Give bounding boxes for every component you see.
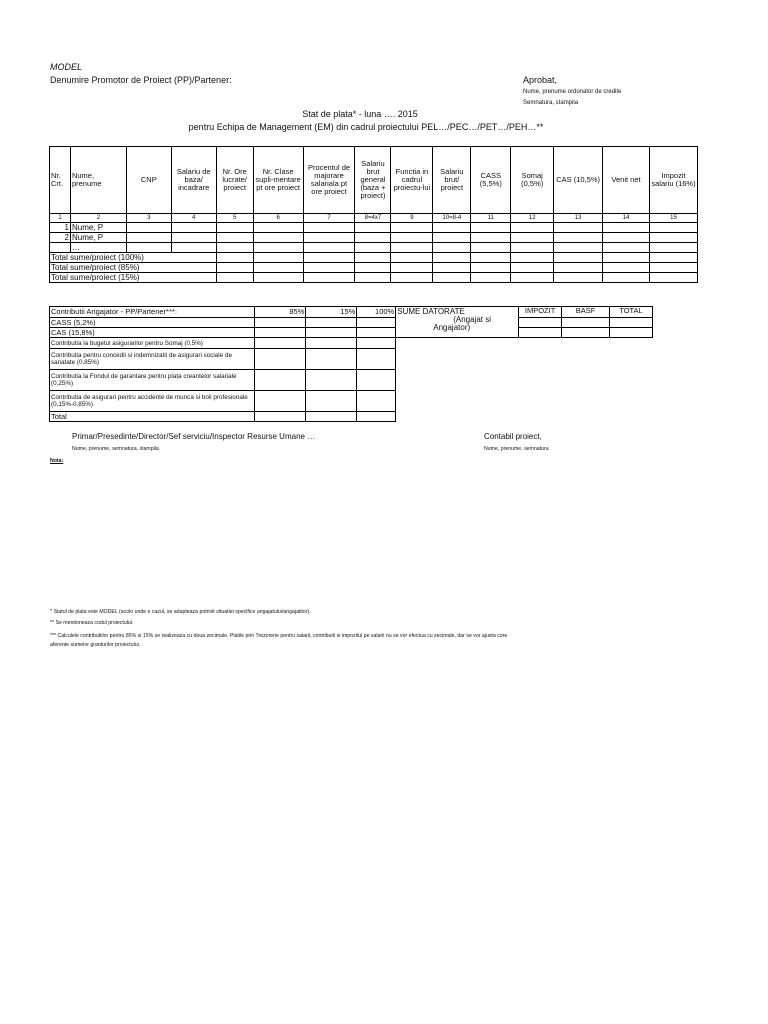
col-number: 12 [511, 214, 554, 223]
approver-sign-label: Semnatura, stampila [523, 100, 579, 106]
col-header-nr: Nr. Crt. [50, 147, 71, 214]
signature-right-sub: Nume, prenume, semnatura [484, 446, 549, 452]
pct-15: 15% [306, 307, 357, 318]
total-header: TOTAL [610, 307, 653, 318]
footnote-2: ** Se mentioneaza codul proiectului. [50, 620, 134, 626]
pct-100: 100% [357, 307, 396, 318]
contrib-label: Contributia la Fondul de garantare pentru plata creantelor salariale (0,25%) [50, 370, 255, 391]
contrib-label: Contributia la bugetul asigurarilor pentru Somaj (0,5%) [50, 338, 255, 349]
contrib-label: CAS (15,8%) [50, 328, 255, 338]
col-number: 7 [303, 214, 355, 223]
total-row [50, 273, 698, 283]
promoter-label: Denumire Promotor de Proiect (PP)/Partener: [50, 75, 232, 85]
employee-name: Nume, P [70, 223, 126, 233]
total-row [50, 263, 698, 273]
col-number: 4 [171, 214, 216, 223]
col-number: 10=8-4 [433, 214, 471, 223]
row-number: 1 [50, 223, 71, 233]
col-number: 6 [253, 214, 303, 223]
sume-datorate-line2: (Angajat si [453, 315, 492, 324]
table-row [50, 233, 698, 243]
col-header-hours: Nr. Ore lucrate/ proiect [216, 147, 253, 214]
footnote-3: *** Calculele contributiilor pentru 85% si 15% se realizeaza cu doua zecimale. Platile prin Trezorerie pentru salarii, contributii si impozitul pe salarii nu se vor efectua cu zecimale, dar se vor ajusta core [50, 633, 508, 639]
row-number: 2 [50, 233, 71, 243]
basf-header: BASF [562, 307, 610, 318]
table-row [50, 391, 653, 412]
col-number: 11 [471, 214, 511, 223]
sume-datorate-line3: Angajator) [433, 323, 471, 332]
total-label: Total sume/proiect (100%) [50, 253, 217, 263]
col-header-base-salary: Salariu de baza/ incadrare [171, 147, 216, 214]
sume-datorate-label: SUME DATORATE [397, 307, 465, 316]
row-number [50, 243, 71, 253]
col-number: 9 [391, 214, 433, 223]
employee-name: … [70, 243, 126, 253]
footnote-1: * Statul de plata este MODEL (acolo unde e cazul, se adapteaza potrivit situatiei specifice angajatului/angajatilor). [50, 609, 311, 615]
table-row [50, 328, 653, 338]
table-row [50, 243, 698, 253]
col-header-cass: CASS (5,5%) [471, 147, 511, 214]
sume-datorate-cell [396, 307, 519, 338]
col-number: 1 [50, 214, 71, 223]
column-number-row [50, 214, 698, 223]
col-header-net: Venit net [603, 147, 650, 214]
total-row [50, 253, 698, 263]
model-label: MODEL [50, 62, 83, 72]
col-header-tax: Impozit salariu (16%) [649, 147, 697, 214]
col-header-somaj: Somaj (0,5%) [511, 147, 554, 214]
employee-name: Nume, P [70, 233, 126, 243]
col-header-function: Functia in cadrul proiectu-lui [391, 147, 433, 214]
pct-85: 85% [254, 307, 306, 318]
impozit-header: IMPOZIT [519, 307, 562, 318]
approved-label: Aprobat, [523, 75, 558, 85]
contrib-label: CASS (5,2%) [50, 318, 255, 328]
table-row [50, 338, 653, 349]
signature-left-title: Primar/Presedinte/Director/Sef serviciu/Inspector Resurse Umane … [72, 432, 316, 441]
col-header-extra-classes: Nr. Clase supli-mentare pt ore proiect [253, 147, 303, 214]
payroll-table [49, 146, 698, 283]
table-row [50, 370, 653, 391]
contrib-total-label: Total [50, 412, 255, 422]
contrib-label: Contributia de asigurari pentru accidente de munca si boli profesionale (0,15%-0,85%) [50, 391, 255, 412]
table-row [50, 412, 653, 422]
col-header-cnp: CNP [126, 147, 171, 214]
contrib-header: Contributii Angajator - PP/Partener***: [50, 307, 255, 318]
contrib-label: Contributia pentru concedii si indemnizatii de asigurari sociale de sanatate (0,85%) [50, 349, 255, 370]
col-number: 15 [649, 214, 697, 223]
col-number: 13 [554, 214, 603, 223]
total-label: Total sume/proiect (15%) [50, 273, 217, 283]
col-header-increase-pct: Procentul de majorare salariala pt ore proiect [303, 147, 355, 214]
col-number: 5 [216, 214, 253, 223]
col-header-cas: CAS (10,5%) [554, 147, 603, 214]
document-title: Stat de plata* - luna …. 2015 [302, 109, 418, 119]
table-row [50, 318, 653, 328]
employer-contributions-table [49, 306, 653, 422]
col-number: 2 [70, 214, 126, 223]
header-row [50, 147, 698, 214]
col-header-gross-general: Salariu brut general (baza + proiect) [355, 147, 391, 214]
col-header-gross-project: Salariu brut/ proiect [433, 147, 471, 214]
signature-left-sub: Nume, prenume, semnatura, stampila [72, 446, 159, 452]
col-number: 8=4x7 [355, 214, 391, 223]
contrib-header-row [50, 307, 653, 318]
footnote-3-continued: aferente sumelor granturilor proiectului. [50, 642, 141, 648]
col-number: 3 [126, 214, 171, 223]
total-label: Total sume/proiect (85%) [50, 263, 217, 273]
table-row [50, 223, 698, 233]
col-header-name: Nume, prenume [70, 147, 126, 214]
table-row [50, 349, 653, 370]
approver-name-label: Nume, prenume ordonator de credite [523, 89, 622, 95]
document-subtitle: pentru Echipa de Management (EM) din cadrul proiectului PEL…/PEC…/PET…/PEH…** [188, 122, 544, 132]
col-number: 14 [603, 214, 650, 223]
signature-right-title: Contabil proiect, [484, 432, 542, 441]
nota-label: Nota: [50, 458, 64, 464]
